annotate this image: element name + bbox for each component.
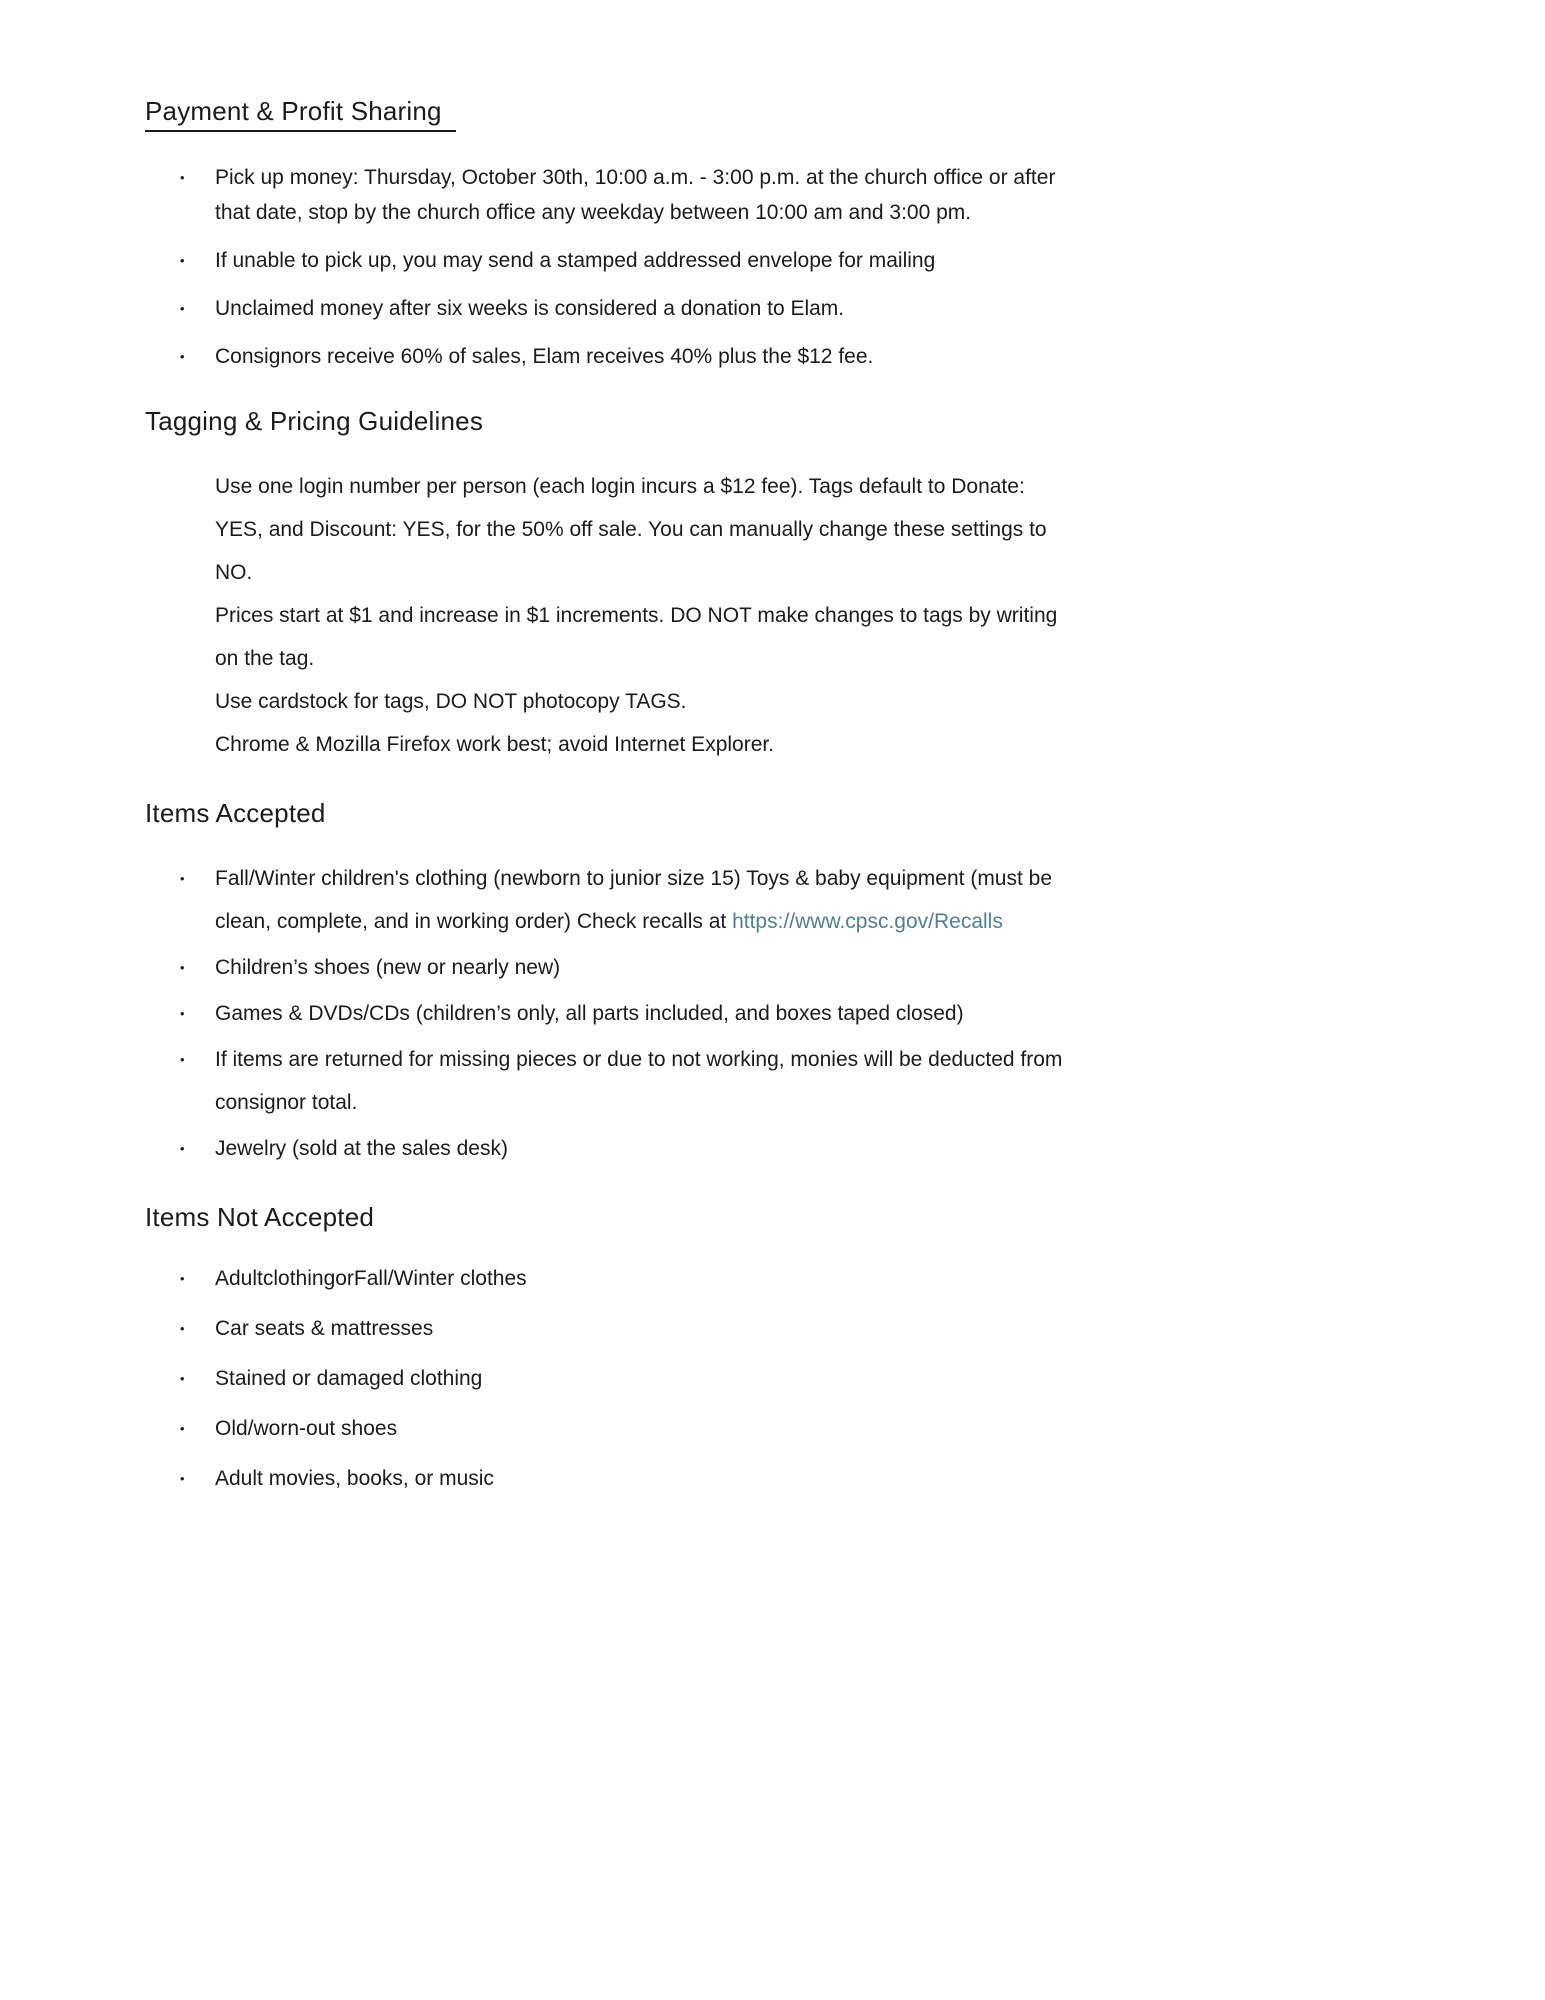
list-item bbox=[180, 160, 1545, 230]
section-items-accepted bbox=[145, 798, 1545, 1170]
list-item-text: If items are returned for missing pieces or due to not working, monies will be deducted from consignor total. bbox=[215, 1048, 1063, 1114]
bullet-icon: • bbox=[180, 253, 185, 268]
list-item bbox=[180, 1411, 1545, 1446]
bullet-icon: • bbox=[180, 1371, 185, 1386]
section-heading-items-not-accepted: Items Not Accepted bbox=[145, 1202, 375, 1232]
bullet-icon: • bbox=[180, 1141, 185, 1156]
paragraph: Prices start at $1 and increase in $1 increments. DO NOT make changes to tags by writing on the tag. bbox=[215, 604, 1058, 670]
list-item-text: Adult movies, books, or music bbox=[215, 1467, 494, 1490]
list-item-text: AdultclothingorFall/Winter clothes bbox=[215, 1267, 527, 1290]
paragraph: Use cardstock for tags, DO NOT photocopy TAGS. bbox=[215, 690, 687, 713]
section-heading-items-accepted: Items Accepted bbox=[145, 798, 326, 828]
list-item bbox=[180, 1361, 1545, 1396]
bullet-icon: • bbox=[180, 1052, 185, 1067]
list-item-text: Consignors receive 60% of sales, Elam receives 40% plus the $12 fee. bbox=[215, 345, 874, 368]
bullet-icon: • bbox=[180, 1006, 185, 1021]
cpsc-recalls-link[interactable]: https://www.cpsc.gov/Recalls bbox=[732, 910, 1003, 933]
list-item bbox=[180, 1261, 1545, 1296]
list-item bbox=[180, 339, 1545, 374]
list-item-text: Unclaimed money after six weeks is considered a donation to Elam. bbox=[215, 297, 845, 320]
bullet-icon: • bbox=[180, 170, 185, 185]
list-item bbox=[180, 243, 1545, 278]
list-item bbox=[180, 1038, 1545, 1124]
list-item-text: Children’s shoes (new or nearly new) bbox=[215, 956, 561, 979]
list-item bbox=[180, 1461, 1545, 1496]
list-item-text: Games & DVDs/CDs (children’s only, all parts included, and boxes taped closed) bbox=[215, 1002, 964, 1025]
list-item-text: Pick up money: Thursday, October 30th, 10:00 a.m. - 3:00 p.m. at the church office or after that date, stop by the church office any weekday between 10:00 am and 3:00 pm. bbox=[215, 166, 1056, 224]
underlined-heading-text: Payment & Profit Sharing bbox=[145, 96, 456, 132]
list-item-text: Old/worn-out shoes bbox=[215, 1417, 398, 1440]
list-item-text-part: Fall/Winter children's clothing (newborn to junior size 15) Toys & baby equipment (must be clean, complete, and in working order) Check recalls at bbox=[215, 867, 1053, 933]
section-heading-payment bbox=[145, 96, 1545, 132]
bullet-icon: • bbox=[180, 1471, 185, 1486]
bullet-icon: • bbox=[180, 960, 185, 975]
list-item-text bbox=[215, 857, 1070, 943]
section-items-not-accepted bbox=[145, 1202, 1545, 1496]
section-heading-tagging: Tagging & Pricing Guidelines bbox=[145, 406, 484, 436]
list-item bbox=[180, 992, 1545, 1035]
payment-bullet-list bbox=[180, 160, 1545, 374]
paragraph: Chrome & Mozilla Firefox work best; avoid Internet Explorer. bbox=[215, 733, 775, 756]
section-tagging-pricing bbox=[145, 406, 1545, 766]
list-item bbox=[180, 857, 1545, 943]
list-item-text: Jewelry (sold at the sales desk) bbox=[215, 1137, 508, 1160]
list-item-text: If unable to pick up, you may send a stamped addressed envelope for mailing bbox=[215, 249, 936, 272]
bullet-icon: • bbox=[180, 1421, 185, 1436]
bullet-icon: • bbox=[180, 301, 185, 316]
list-item bbox=[180, 946, 1545, 989]
bullet-icon: • bbox=[180, 871, 185, 886]
section-payment-profit-sharing bbox=[145, 96, 1545, 374]
list-item-text: Stained or damaged clothing bbox=[215, 1367, 483, 1390]
list-item bbox=[180, 1127, 1545, 1170]
accepted-bullet-list bbox=[180, 857, 1545, 1170]
list-item bbox=[180, 291, 1545, 326]
paragraph: Use one login number per person (each login incurs a $12 fee). Tags default to Donate: YES, and Discount: YES, for the 50% off sale. You can manually change these settings to NO. bbox=[215, 475, 1047, 584]
list-item bbox=[180, 1311, 1545, 1346]
bullet-icon: • bbox=[180, 1271, 185, 1286]
not-accepted-bullet-list bbox=[180, 1261, 1545, 1496]
bullet-icon: • bbox=[180, 1321, 185, 1336]
bullet-icon: • bbox=[180, 349, 185, 364]
list-item-text: Car seats & mattresses bbox=[215, 1317, 434, 1340]
